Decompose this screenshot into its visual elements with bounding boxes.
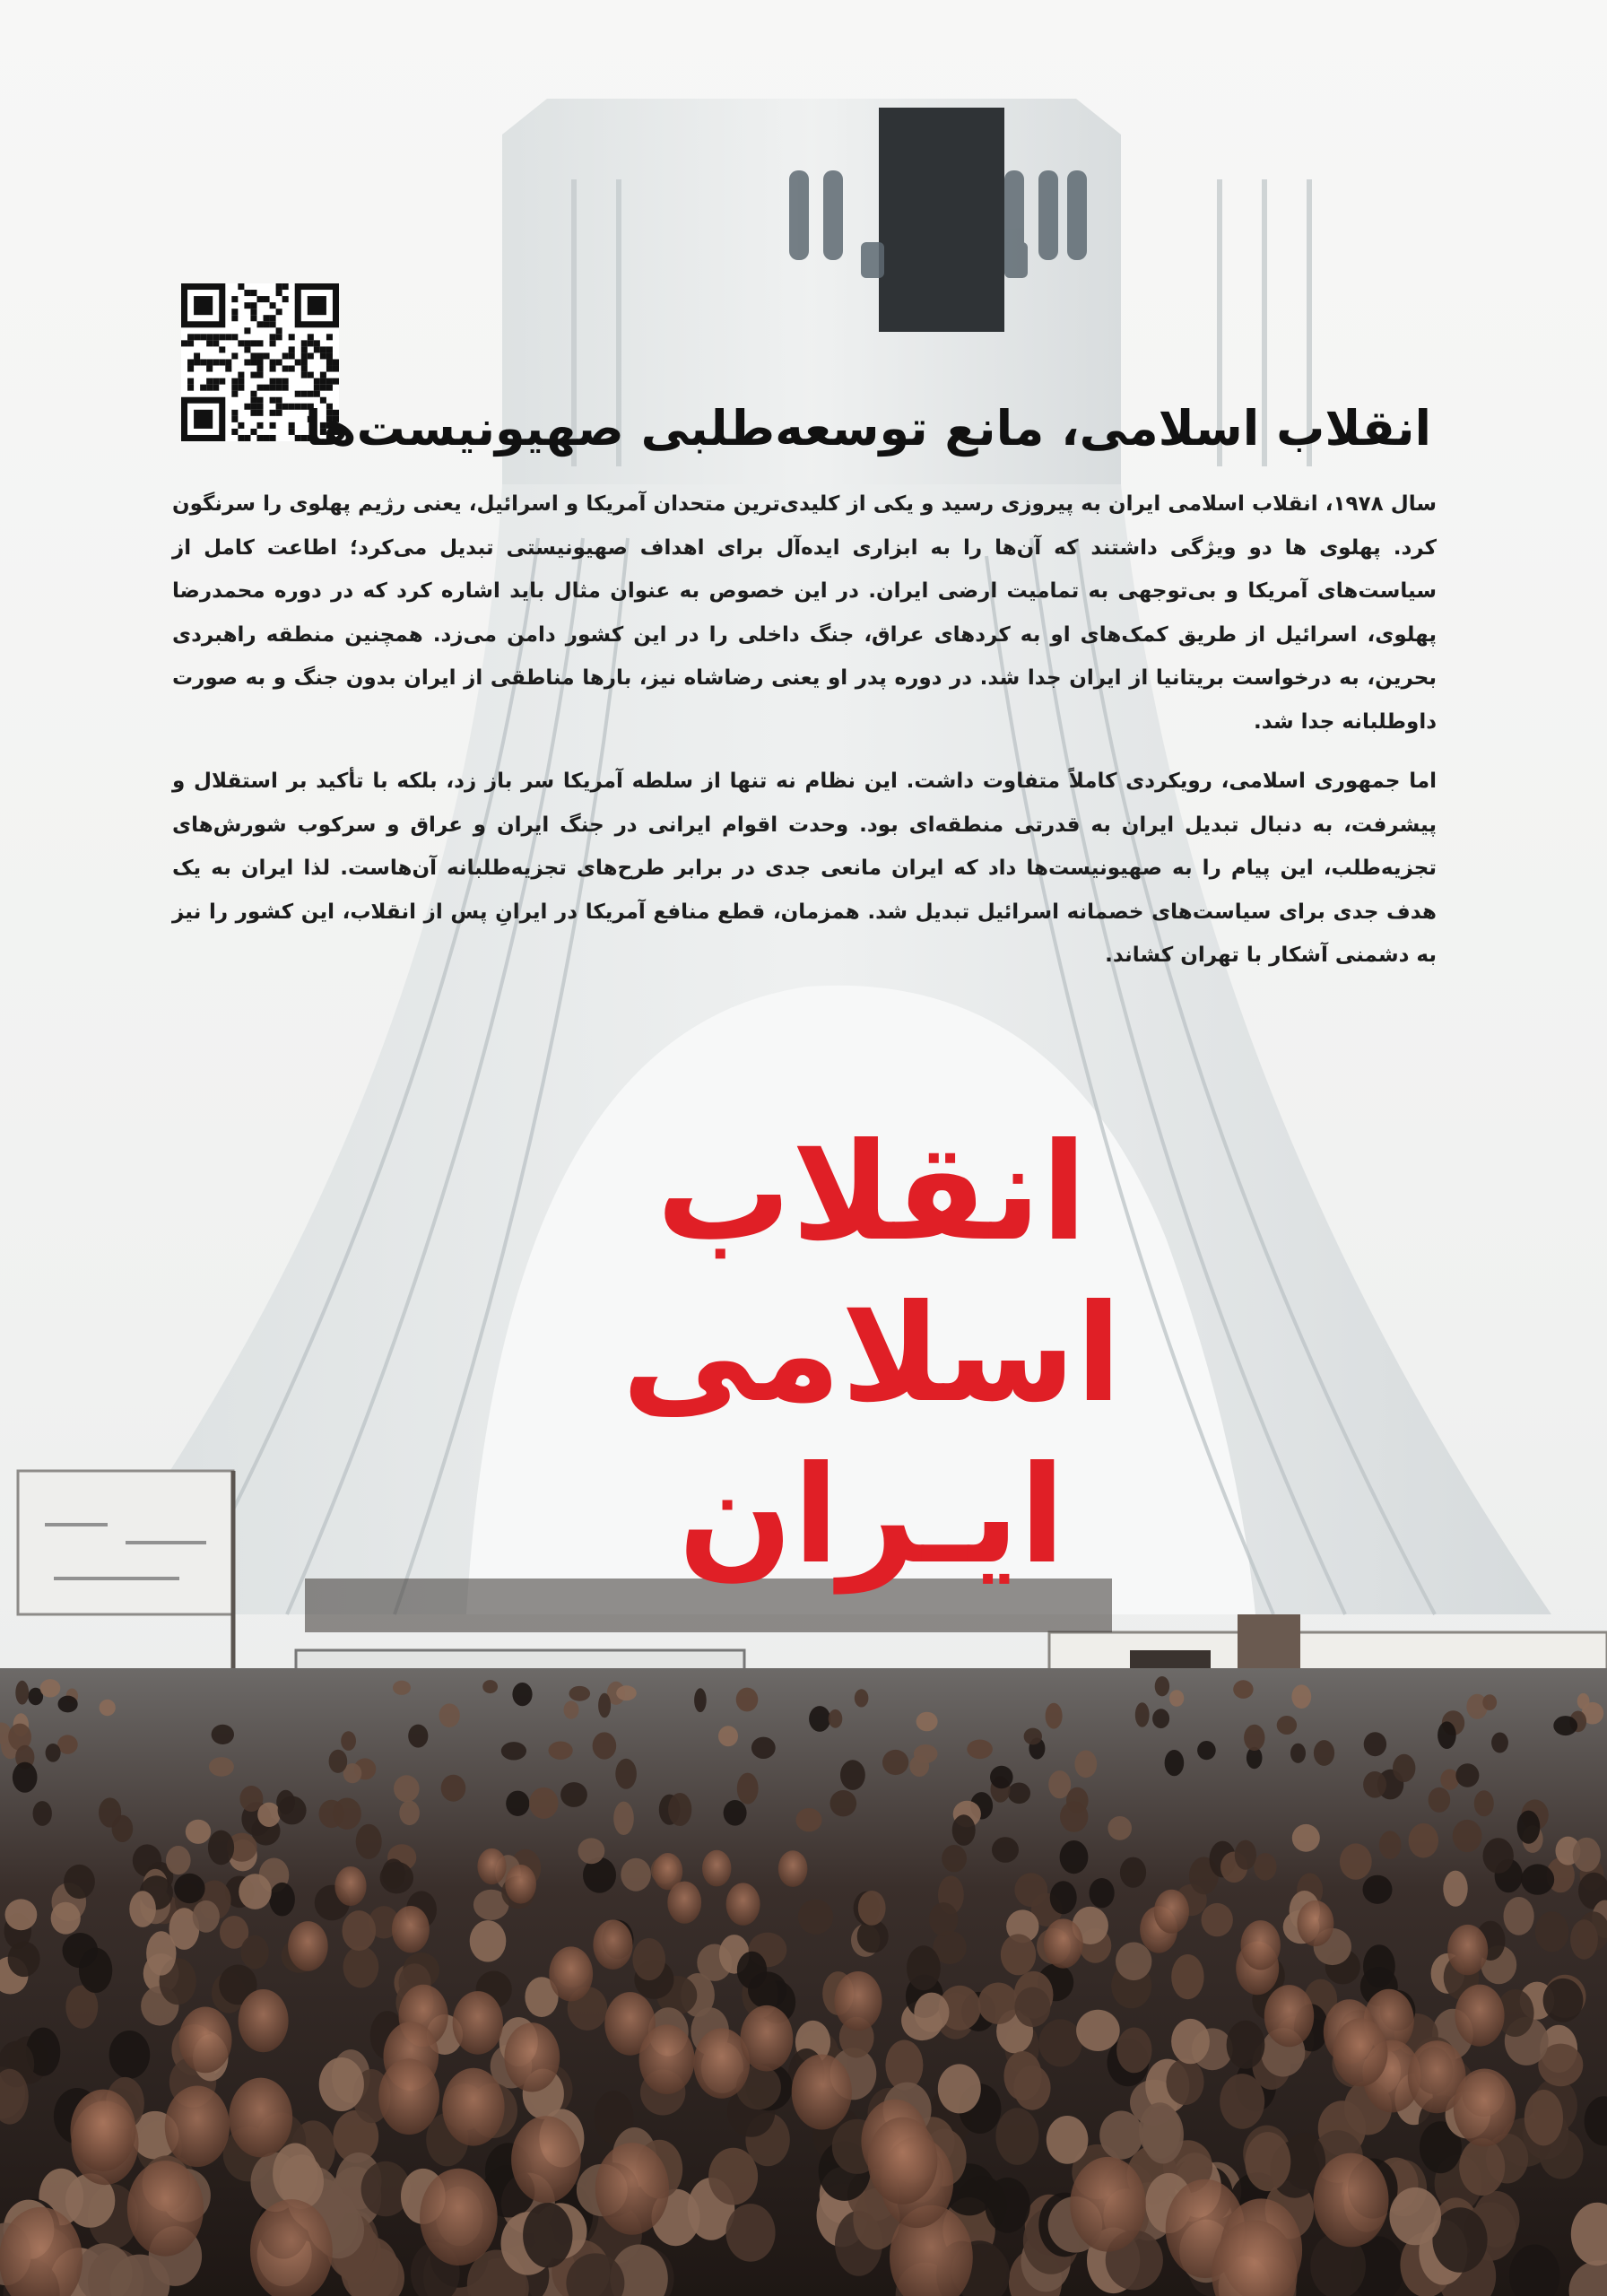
big-title-line-2: اسلامی bbox=[621, 1276, 1122, 1432]
big-title-line-1: انقلاب bbox=[656, 1115, 1088, 1271]
big-title-line-3: ایـران bbox=[678, 1438, 1065, 1594]
big-title bbox=[558, 1112, 1186, 1596]
paragraph-1: سال ۱۹۷۸، انقلاب اسلامی ایران به پیروزی رسید و یکی از کلیدی‌ترین متحدان آمریکا و اسرائیل، یعنی رژیم پهلوی را سرنگون کرد. پهلوی ها دو ویژگی داشتند که آن‌ها را به ابزاری ایده‌آل برای اهداف صهیونیستی تبدیل می‌کرد؛ اطاعت کامل از سیاست‌های آمریکا و بی‌توجهی به تمامیت ارضی ایران. در این خصوص به عنوان مثال باید اشاره کرد که در دوره محمدرضا پهلوی، اسرائیل از طریق کمک‌های او به کردهای عراق، جنگ داخلی را در این کشور دامن می‌زد. همچنین منطقه راهبردی بحرین، به درخواست بریتانیا از ایران جدا شد. در دوره پدر او یعنی رضاشاه نیز، بارها مناطقی از ایران بدون جنگ و به صورت داوطلبانه جدا شد. bbox=[172, 492, 1437, 734]
article-body bbox=[172, 483, 1437, 994]
paragraph-2: اما جمهوری اسلامی، رویکردی کاملاً متفاوت داشت. این نظام نه تنها از سلطه آمریکا سر باز زد، بلکه با تأکید بر استقلال و پیشرفت، به دنبال تبدیل ایران به قدرتی منطقه‌ای بود. وحدت اقوام ایرانی در جنگ ایران و عراق و سرکوب شورش‌های تجزیه‌طلب، این پیام را به صهیونیست‌ها داد که ایران مانعی جدی در برابر طرح‌های تجزیه‌طلبانه آن‌هاست. لذا ایران به یک هدف جدی برای سیاست‌های خصمانه اسرائیل تبدیل شد. همزمان، قطع منافع آمریکا در ایرانِ پس از انقلاب، این کشور را نیز به دشمنی آشکار با تهران کشاند. bbox=[172, 770, 1437, 967]
headline: انقلاب اسلامی، مانع توسعه‌طلبی صهیونیست‌ها bbox=[304, 400, 1431, 457]
